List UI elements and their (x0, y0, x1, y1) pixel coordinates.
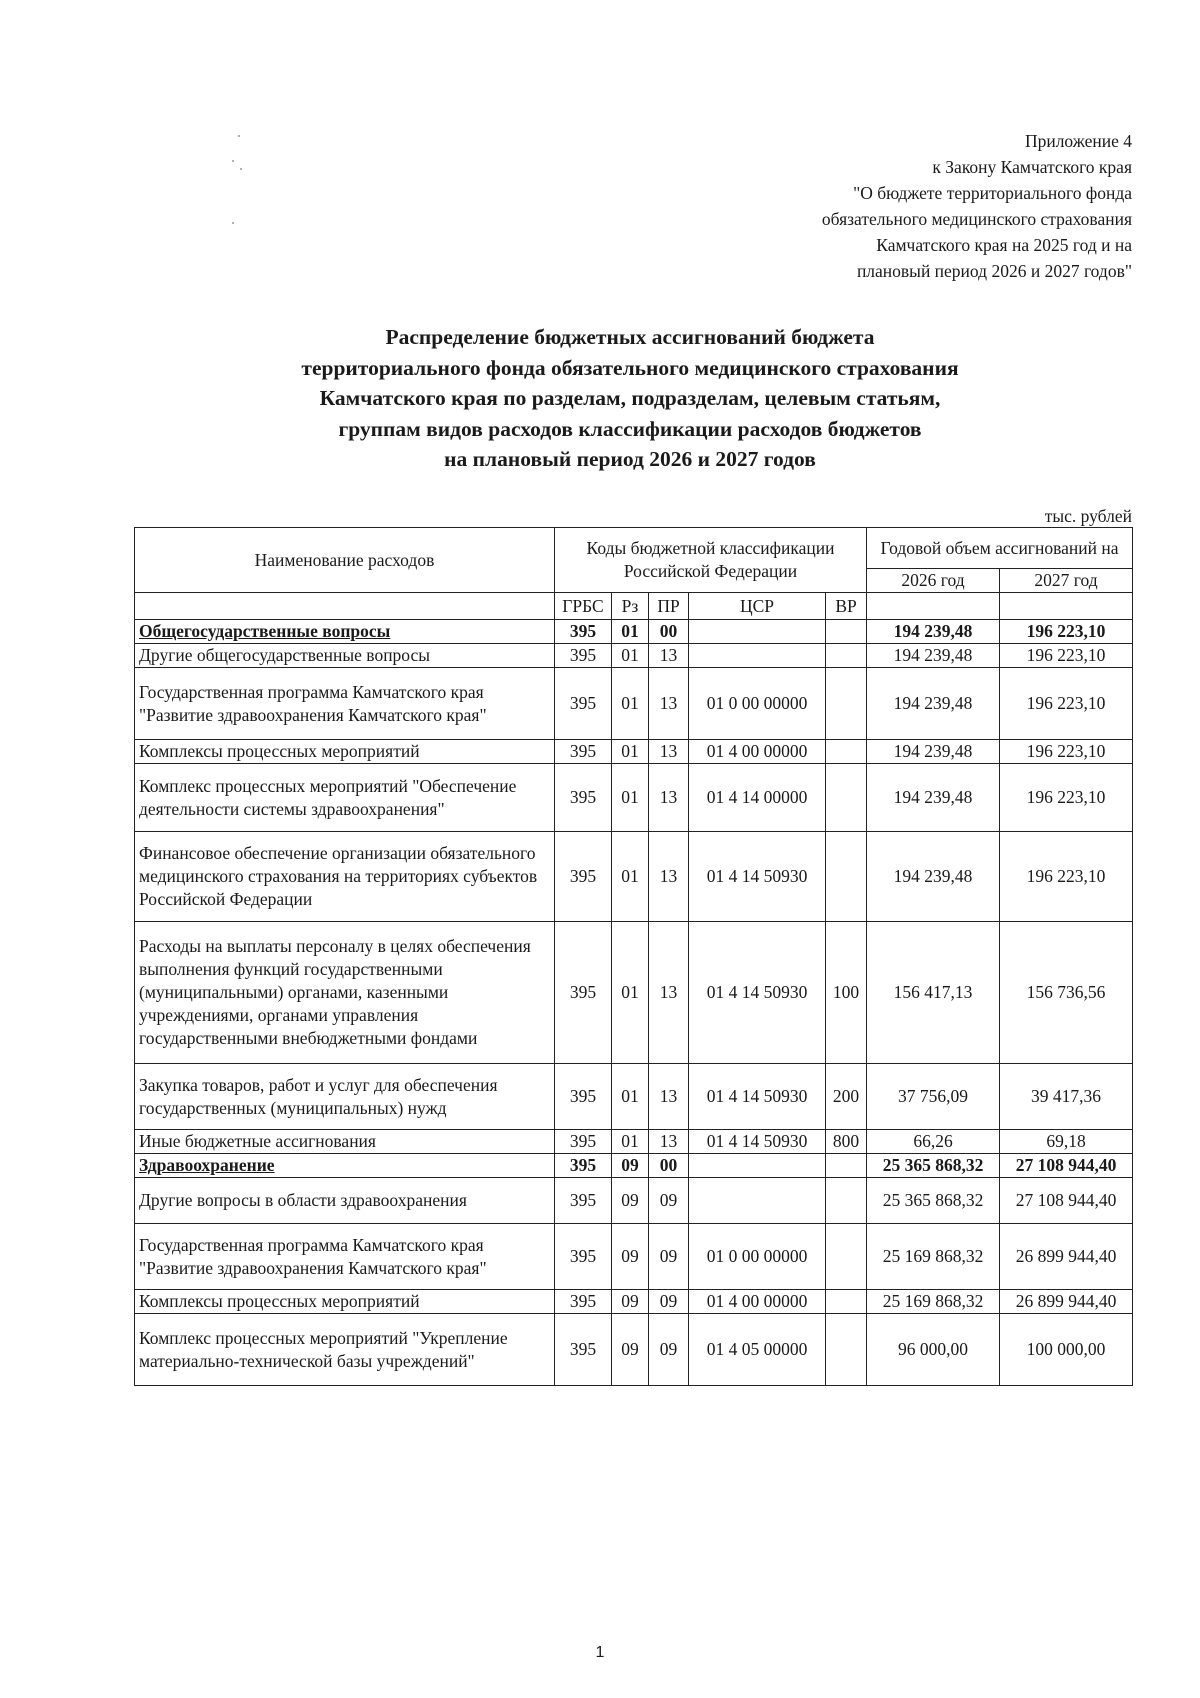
table-row (135, 1314, 1133, 1386)
row-vr (826, 1178, 867, 1224)
row-amount-2027: 196 223,10 (1000, 832, 1133, 922)
row-grbs: 395 (555, 1178, 612, 1224)
row-amount-2027: 27 108 944,40 (1000, 1178, 1133, 1224)
row-csr: 01 4 14 50930 (689, 832, 826, 922)
row-csr: 01 4 14 50930 (689, 1130, 826, 1154)
row-amount-2026: 25 365 868,32 (867, 1178, 1000, 1224)
row-amount-2026: 25 169 868,32 (867, 1290, 1000, 1314)
row-csr: 01 4 14 50930 (689, 1064, 826, 1130)
header-grbs: ГРБС (555, 593, 612, 620)
row-name: Другие общегосударственные вопросы (135, 644, 555, 668)
table-row (135, 644, 1133, 668)
row-csr: 01 4 14 00000 (689, 764, 826, 832)
row-name: Комплексы процессных мероприятий (135, 740, 555, 764)
table-row (135, 1178, 1133, 1224)
row-name: Комплексы процессных мероприятий (135, 1290, 555, 1314)
row-amount-2026: 37 756,09 (867, 1064, 1000, 1130)
annex-line: плановый период 2026 и 2027 годов" (856, 261, 1132, 281)
header-volume: Годовой объем ассигнований на (867, 528, 1133, 569)
row-amount-2026: 96 000,00 (867, 1314, 1000, 1386)
row-pr: 13 (649, 1064, 689, 1130)
row-name: Комплекс процессных мероприятий "Укрепление материально-технической базы учреждений" (135, 1314, 555, 1386)
row-rz: 09 (612, 1178, 649, 1224)
row-grbs: 395 (555, 644, 612, 668)
row-name: Общегосударственные вопросы (135, 620, 555, 644)
table-row (135, 1064, 1133, 1130)
row-pr: 00 (649, 1154, 689, 1178)
row-rz: 01 (612, 740, 649, 764)
row-grbs: 395 (555, 1224, 612, 1290)
document-title (130, 322, 1130, 475)
row-name: Иные бюджетные ассигнования (135, 1130, 555, 1154)
table-row (135, 740, 1133, 764)
row-name: Закупка товаров, работ и услуг для обеспечения государственных (муниципальных) нужд (135, 1064, 555, 1130)
row-csr: 01 0 00 00000 (689, 1224, 826, 1290)
row-rz: 09 (612, 1154, 649, 1178)
row-grbs: 395 (555, 1290, 612, 1314)
title-line: на плановый период 2026 и 2027 годов (444, 447, 816, 471)
row-vr (826, 668, 867, 740)
row-amount-2026: 25 365 868,32 (867, 1154, 1000, 1178)
header-row (135, 593, 1133, 620)
annex-line: к Закону Камчатского края (932, 157, 1132, 177)
row-pr: 13 (649, 764, 689, 832)
row-pr: 13 (649, 668, 689, 740)
row-rz: 01 (612, 832, 649, 922)
row-csr: 01 4 00 00000 (689, 1290, 826, 1314)
row-amount-2027: 196 223,10 (1000, 644, 1133, 668)
row-amount-2027: 69,18 (1000, 1130, 1133, 1154)
annex-line: "О бюджете территориального фонда (853, 183, 1132, 203)
table-row (135, 1290, 1133, 1314)
title-line: Распределение бюджетных ассигнований бюджета (385, 325, 875, 349)
row-grbs: 395 (555, 832, 612, 922)
header-vr: ВР (826, 593, 867, 620)
row-amount-2027: 156 736,56 (1000, 922, 1133, 1064)
table-row (135, 1130, 1133, 1154)
table-row (135, 1224, 1133, 1290)
row-rz: 01 (612, 620, 649, 644)
title-line: Камчатского края по разделам, подразделам, целевым статьям, (319, 386, 941, 410)
header-csr: ЦСР (689, 593, 826, 620)
table-row (135, 668, 1133, 740)
row-csr (689, 1178, 826, 1224)
header-row (135, 528, 1133, 569)
row-grbs: 395 (555, 764, 612, 832)
row-grbs: 395 (555, 922, 612, 1064)
row-amount-2026: 194 239,48 (867, 740, 1000, 764)
row-grbs: 395 (555, 740, 612, 764)
row-amount-2027: 196 223,10 (1000, 620, 1133, 644)
row-amount-2026: 194 239,48 (867, 832, 1000, 922)
row-amount-2027: 100 000,00 (1000, 1314, 1133, 1386)
row-vr (826, 1290, 867, 1314)
page-number: 1 (595, 1644, 605, 1661)
row-vr (826, 1314, 867, 1386)
row-rz: 01 (612, 644, 649, 668)
row-grbs: 395 (555, 1064, 612, 1130)
header-year-2027: 2027 год (1000, 569, 1133, 593)
row-amount-2026: 194 239,48 (867, 668, 1000, 740)
row-amount-2027: 27 108 944,40 (1000, 1154, 1133, 1178)
row-pr: 13 (649, 740, 689, 764)
row-vr: 800 (826, 1130, 867, 1154)
row-grbs: 395 (555, 1154, 612, 1178)
header-rz: Рз (612, 593, 649, 620)
row-rz: 01 (612, 1064, 649, 1130)
row-amount-2026: 194 239,48 (867, 644, 1000, 668)
scan-speck (232, 222, 234, 224)
row-pr: 13 (649, 832, 689, 922)
row-name: Другие вопросы в области здравоохранения (135, 1178, 555, 1224)
annex-line: Приложение 4 (1024, 131, 1132, 151)
scan-speck (240, 168, 242, 170)
row-vr (826, 764, 867, 832)
row-csr (689, 620, 826, 644)
row-vr (826, 740, 867, 764)
table-row (135, 832, 1133, 922)
title-line: группам видов расходов классификации расходов бюджетов (338, 416, 922, 441)
row-pr: 13 (649, 922, 689, 1064)
annex-note (822, 128, 1132, 284)
row-rz: 01 (612, 764, 649, 832)
header-blank (1000, 593, 1133, 620)
scan-speck (232, 160, 234, 162)
row-name: Здравоохранение (135, 1154, 555, 1178)
header-year-2026: 2026 год (867, 569, 1000, 593)
annex-line: обязательного медицинского страхования (821, 209, 1132, 229)
row-pr: 09 (649, 1314, 689, 1386)
row-amount-2027: 196 223,10 (1000, 740, 1133, 764)
row-rz: 01 (612, 1130, 649, 1154)
row-vr (826, 1154, 867, 1178)
row-csr (689, 644, 826, 668)
title-line: территориального фонда обязательного медицинского страхования (301, 355, 959, 380)
header-name: Наименование расходов (135, 528, 555, 593)
row-amount-2026: 25 169 868,32 (867, 1224, 1000, 1290)
table-row (135, 1154, 1133, 1178)
row-amount-2027: 196 223,10 (1000, 668, 1133, 740)
row-csr (689, 1154, 826, 1178)
row-amount-2026: 156 417,13 (867, 922, 1000, 1064)
row-csr: 01 4 14 50930 (689, 922, 826, 1064)
row-name: Государственная программа Камчатского края "Развитие здравоохранения Камчатского края" (135, 1224, 555, 1290)
row-vr (826, 1224, 867, 1290)
row-vr (826, 832, 867, 922)
scan-speck (238, 135, 240, 137)
row-amount-2027: 26 899 944,40 (1000, 1290, 1133, 1314)
row-amount-2027: 26 899 944,40 (1000, 1224, 1133, 1290)
row-csr: 01 4 00 00000 (689, 740, 826, 764)
row-grbs: 395 (555, 1314, 612, 1386)
row-grbs: 395 (555, 1130, 612, 1154)
row-rz: 09 (612, 1224, 649, 1290)
header-blank (135, 593, 555, 620)
row-amount-2027: 39 417,36 (1000, 1064, 1133, 1130)
row-rz: 09 (612, 1314, 649, 1386)
row-rz: 01 (612, 922, 649, 1064)
row-pr: 13 (649, 644, 689, 668)
row-name: Расходы на выплаты персоналу в целях обеспечения выполнения функций государственными (муниципальными) органами, казенными учреждениями, органами управления государственными внебюджетными фондами (135, 922, 555, 1064)
row-vr (826, 620, 867, 644)
row-pr: 09 (649, 1290, 689, 1314)
row-amount-2026: 194 239,48 (867, 620, 1000, 644)
row-csr: 01 0 00 00000 (689, 668, 826, 740)
row-vr: 200 (826, 1064, 867, 1130)
header-blank (867, 593, 1000, 620)
row-amount-2026: 194 239,48 (867, 764, 1000, 832)
row-csr: 01 4 05 00000 (689, 1314, 826, 1386)
table-row (135, 620, 1133, 644)
row-name: Финансовое обеспечение организации обязательного медицинского страхования на территориях субъектов Российской Федерации (135, 832, 555, 922)
row-amount-2027: 196 223,10 (1000, 764, 1133, 832)
row-amount-2026: 66,26 (867, 1130, 1000, 1154)
annex-line: Камчатского края на 2025 год и на (876, 235, 1132, 255)
row-pr: 09 (649, 1178, 689, 1224)
row-name: Государственная программа Камчатского края "Развитие здравоохранения Камчатского края" (135, 668, 555, 740)
header-pr: ПР (649, 593, 689, 620)
row-pr: 13 (649, 1130, 689, 1154)
row-vr (826, 644, 867, 668)
row-pr: 00 (649, 620, 689, 644)
row-grbs: 395 (555, 668, 612, 740)
table-row (135, 922, 1133, 1064)
row-pr: 09 (649, 1224, 689, 1290)
row-rz: 01 (612, 668, 649, 740)
row-vr: 100 (826, 922, 867, 1064)
row-rz: 09 (612, 1290, 649, 1314)
row-name: Комплекс процессных мероприятий "Обеспечение деятельности системы здравоохранения" (135, 764, 555, 832)
table-row (135, 764, 1133, 832)
row-grbs: 395 (555, 620, 612, 644)
units-label: тыс. рублей (1044, 506, 1132, 526)
budget-table (134, 527, 1133, 1386)
header-codes: Коды бюджетной классификации Российской Федерации (555, 528, 867, 593)
